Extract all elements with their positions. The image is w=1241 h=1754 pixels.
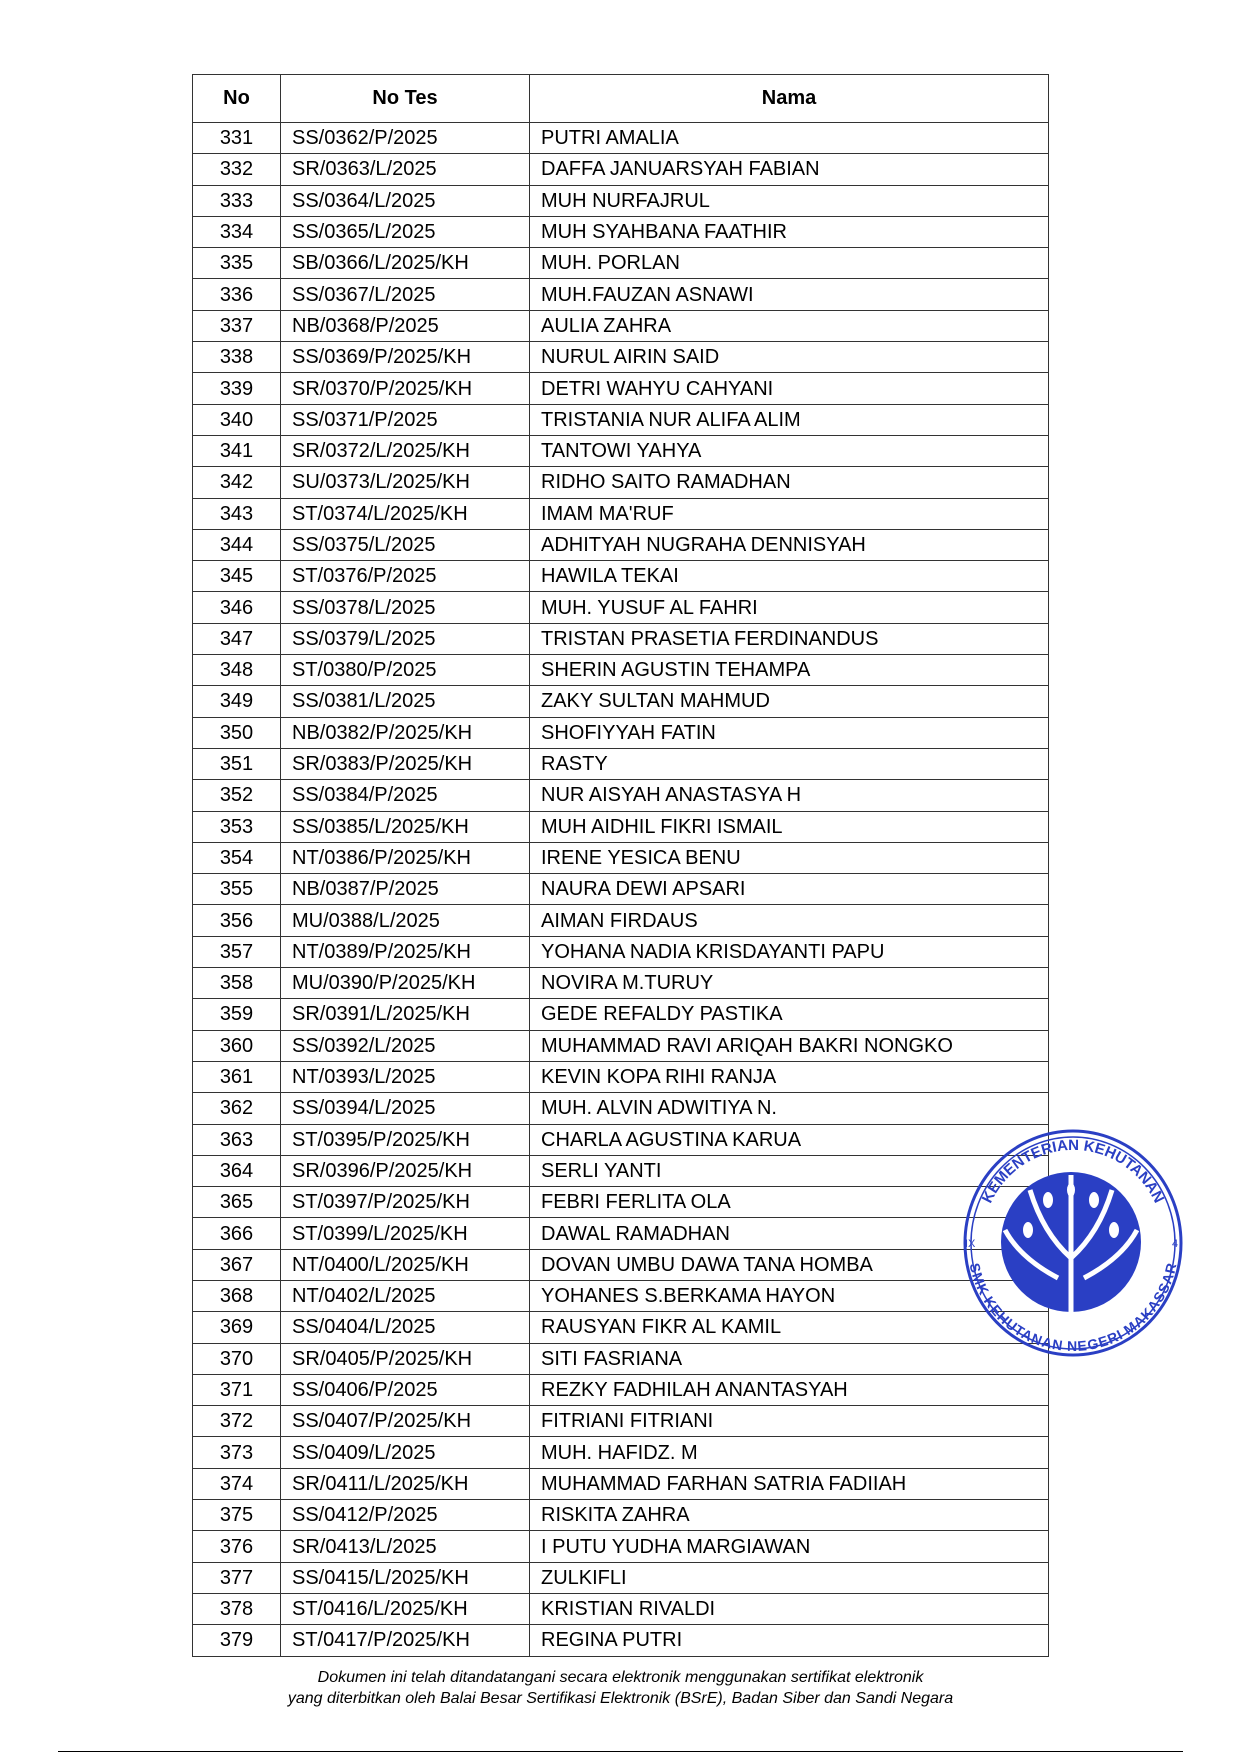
cell-no: 361 [193,1061,281,1092]
cell-nama: AIMAN FIRDAUS [530,905,1049,936]
table-row [193,1625,1049,1656]
cell-no-tes: SS/0378/L/2025 [281,592,530,623]
cell-no-tes: SR/0372/L/2025/KH [281,435,530,466]
cell-nama: REZKY FADHILAH ANANTASYAH [530,1374,1049,1405]
page-divider [58,1751,1183,1752]
table-row [193,1280,1049,1311]
table-row [193,1374,1049,1405]
table-row [193,1500,1049,1531]
cell-no: 366 [193,1218,281,1249]
header-nama: Nama [530,75,1049,123]
cell-no: 343 [193,498,281,529]
table-row [193,811,1049,842]
cell-no: 331 [193,123,281,154]
cell-no-tes: ST/0374/L/2025/KH [281,498,530,529]
table-row [193,968,1049,999]
table-header-row [193,75,1049,123]
cell-no-tes: SS/0392/L/2025 [281,1030,530,1061]
table-row [193,154,1049,185]
cell-nama: IRENE YESICA BENU [530,842,1049,873]
footer-line-2: yang diterbitkan oleh Balai Besar Sertifikasi Elektronik (BSrE), Badan Siber dan Sandi Negara [287,1690,954,1707]
table-row [193,1593,1049,1624]
cell-no-tes: SS/0362/P/2025 [281,123,530,154]
stamp-top-text: KEMENTERIAN KEHUTANAN [978,1136,1168,1206]
cell-nama: MUHAMMAD RAVI ARIQAH BAKRI NONGKO [530,1030,1049,1061]
cell-no: 357 [193,936,281,967]
cell-no: 377 [193,1562,281,1593]
cell-nama: REGINA PUTRI [530,1625,1049,1656]
cell-nama: MUH.FAUZAN ASNAWI [530,279,1049,310]
table-row [193,1155,1049,1186]
cell-no-tes: SR/0370/P/2025/KH [281,373,530,404]
cell-no-tes: SS/0409/L/2025 [281,1437,530,1468]
cell-no: 356 [193,905,281,936]
participant-table [192,74,1049,1657]
cell-no: 369 [193,1312,281,1343]
cell-no-tes: SS/0381/L/2025 [281,686,530,717]
table-row [193,936,1049,967]
cell-nama: MUHAMMAD FARHAN SATRIA FADIIAH [530,1468,1049,1499]
cell-no-tes: SR/0363/L/2025 [281,154,530,185]
table-row [193,1249,1049,1280]
footer-line-1: Dokumen ini telah ditandatangani secara elektronik menggunakan sertifikat elektronik [317,1669,924,1686]
table-row [193,717,1049,748]
cell-nama: YOHANA NADIA KRISDAYANTI PAPU [530,936,1049,967]
table-row [193,467,1049,498]
cell-nama: CHARLA AGUSTINA KARUA [530,1124,1049,1155]
cell-no: 336 [193,279,281,310]
cell-no: 345 [193,561,281,592]
table-row [193,842,1049,873]
cell-no: 334 [193,216,281,247]
cell-no-tes: SS/0412/P/2025 [281,1500,530,1531]
cell-nama: SERLI YANTI [530,1155,1049,1186]
cell-no: 350 [193,717,281,748]
header-no: No [193,75,281,123]
cell-no-tes: ST/0416/L/2025/KH [281,1593,530,1624]
cell-no-tes: SS/0406/P/2025 [281,1374,530,1405]
table-row [193,655,1049,686]
cell-no-tes: SS/0365/L/2025 [281,216,530,247]
table-row [193,185,1049,216]
cell-no-tes: ST/0395/P/2025/KH [281,1124,530,1155]
cell-no: 360 [193,1030,281,1061]
cell-nama: MUH. YUSUF AL FAHRI [530,592,1049,623]
cell-no: 342 [193,467,281,498]
cell-no: 358 [193,968,281,999]
table-row [193,373,1049,404]
cell-nama: NOVIRA M.TURUY [530,968,1049,999]
cell-nama: MUH NURFAJRUL [530,185,1049,216]
cell-no: 365 [193,1187,281,1218]
cell-no: 359 [193,999,281,1030]
cell-no: 373 [193,1437,281,1468]
cell-no-tes: NT/0389/P/2025/KH [281,936,530,967]
cell-no: 354 [193,842,281,873]
table-row [193,999,1049,1030]
cell-no-tes: MU/0390/P/2025/KH [281,968,530,999]
cell-no: 347 [193,623,281,654]
cell-no: 378 [193,1593,281,1624]
cell-no: 363 [193,1124,281,1155]
cell-no: 367 [193,1249,281,1280]
cell-no: 351 [193,748,281,779]
cell-no: 355 [193,874,281,905]
cell-no: 349 [193,686,281,717]
table-row [193,1030,1049,1061]
stamp-right-mark: 4 [1172,1238,1179,1250]
cell-nama: YOHANES S.BERKAMA HAYON [530,1280,1049,1311]
cell-no: 353 [193,811,281,842]
table-row [193,1531,1049,1562]
cell-no-tes: SR/0411/L/2025/KH [281,1468,530,1499]
cell-nama: SITI FASRIANA [530,1343,1049,1374]
cell-no-tes: SS/0394/L/2025 [281,1093,530,1124]
cell-no-tes: NT/0400/L/2025/KH [281,1249,530,1280]
table-row [193,498,1049,529]
cell-nama: IMAM MA'RUF [530,498,1049,529]
cell-nama: KEVIN KOPA RIHI RANJA [530,1061,1049,1092]
table-row [193,1562,1049,1593]
cell-nama: AULIA ZAHRA [530,310,1049,341]
cell-nama: HAWILA TEKAI [530,561,1049,592]
table-row [193,780,1049,811]
cell-nama: SHERIN AGUSTIN TEHAMPA [530,655,1049,686]
cell-no-tes: SS/0415/L/2025/KH [281,1562,530,1593]
cell-no: 372 [193,1406,281,1437]
cell-no-tes: NB/0382/P/2025/KH [281,717,530,748]
cell-no: 337 [193,310,281,341]
cell-nama: RIDHO SAITO RAMADHAN [530,467,1049,498]
cell-no-tes: SR/0413/L/2025 [281,1531,530,1562]
cell-no: 352 [193,780,281,811]
cell-no-tes: SS/0385/L/2025/KH [281,811,530,842]
table-row [193,123,1049,154]
cell-nama: TANTOWI YAHYA [530,435,1049,466]
stamp-left-mark: IX [965,1238,976,1250]
cell-nama: ZULKIFLI [530,1562,1049,1593]
cell-nama: DOVAN UMBU DAWA TANA HOMBA [530,1249,1049,1280]
cell-no: 362 [193,1093,281,1124]
cell-nama: DAWAL RAMADHAN [530,1218,1049,1249]
cell-nama: ZAKY SULTAN MAHMUD [530,686,1049,717]
cell-no-tes: SB/0366/L/2025/KH [281,248,530,279]
cell-no-tes: SS/0379/L/2025 [281,623,530,654]
cell-no: 339 [193,373,281,404]
table-row [193,1061,1049,1092]
cell-no: 346 [193,592,281,623]
table-row [193,1343,1049,1374]
table-row [193,874,1049,905]
cell-no-tes: SR/0405/P/2025/KH [281,1343,530,1374]
stamp-bottom-text: SMK KEHUTANAN NEGERI MAKASSAR [966,1261,1180,1355]
cell-no-tes: NB/0387/P/2025 [281,874,530,905]
cell-nama: FEBRI FERLITA OLA [530,1187,1049,1218]
cell-no-tes: SS/0375/L/2025 [281,529,530,560]
cell-no: 371 [193,1374,281,1405]
cell-no-tes: SS/0407/P/2025/KH [281,1406,530,1437]
cell-nama: RASTY [530,748,1049,779]
table-row [193,435,1049,466]
cell-no: 370 [193,1343,281,1374]
table-row [193,1187,1049,1218]
table-row [193,1312,1049,1343]
school-stamp [958,1128,1188,1358]
cell-nama: KRISTIAN RIVALDI [530,1593,1049,1624]
table-row [193,529,1049,560]
cell-no-tes: NT/0402/L/2025 [281,1280,530,1311]
cell-nama: MUH. PORLAN [530,248,1049,279]
cell-no-tes: ST/0380/P/2025 [281,655,530,686]
table-row [193,279,1049,310]
cell-nama: NUR AISYAH ANASTASYA H [530,780,1049,811]
cell-nama: MUH. ALVIN ADWITIYA N. [530,1093,1049,1124]
cell-no-tes: SR/0383/P/2025/KH [281,748,530,779]
cell-no: 364 [193,1155,281,1186]
cell-no: 348 [193,655,281,686]
cell-no: 376 [193,1531,281,1562]
table-row [193,592,1049,623]
table-row [193,342,1049,373]
cell-no-tes: ST/0399/L/2025/KH [281,1218,530,1249]
cell-no-tes: MU/0388/L/2025 [281,905,530,936]
table-row [193,404,1049,435]
cell-no-tes: NT/0386/P/2025/KH [281,842,530,873]
cell-no-tes: SS/0367/L/2025 [281,279,530,310]
e-signature-note [0,1667,1241,1709]
cell-no-tes: SS/0384/P/2025 [281,780,530,811]
table-row [193,310,1049,341]
cell-no-tes: SS/0369/P/2025/KH [281,342,530,373]
cell-no: 341 [193,435,281,466]
table-body [193,123,1049,1657]
cell-no-tes: SR/0396/P/2025/KH [281,1155,530,1186]
cell-nama: NURUL AIRIN SAID [530,342,1049,373]
cell-nama: NAURA DEWI APSARI [530,874,1049,905]
cell-nama: ADHITYAH NUGRAHA DENNISYAH [530,529,1049,560]
cell-no: 344 [193,529,281,560]
header-no-tes: No Tes [281,75,530,123]
table-row [193,1218,1049,1249]
cell-no-tes: SR/0391/L/2025/KH [281,999,530,1030]
cell-nama: TRISTANIA NUR ALIFA ALIM [530,404,1049,435]
cell-no: 368 [193,1280,281,1311]
table-row [193,623,1049,654]
cell-no-tes: SS/0404/L/2025 [281,1312,530,1343]
cell-nama: DAFFA JANUARSYAH FABIAN [530,154,1049,185]
table-row [193,1124,1049,1155]
cell-nama: PUTRI AMALIA [530,123,1049,154]
table-row [193,686,1049,717]
cell-no-tes: SS/0364/L/2025 [281,185,530,216]
table-row [193,216,1049,247]
cell-no-tes: SS/0371/P/2025 [281,404,530,435]
cell-no: 374 [193,1468,281,1499]
cell-nama: FITRIANI FITRIANI [530,1406,1049,1437]
cell-nama: MUH SYAHBANA FAATHIR [530,216,1049,247]
table-row [193,905,1049,936]
cell-nama: MUH. HAFIDZ. M [530,1437,1049,1468]
cell-no-tes: SU/0373/L/2025/KH [281,467,530,498]
table-row [193,748,1049,779]
cell-no-tes: ST/0376/P/2025 [281,561,530,592]
cell-no: 338 [193,342,281,373]
cell-nama: DETRI WAHYU CAHYANI [530,373,1049,404]
cell-nama: RISKITA ZAHRA [530,1500,1049,1531]
table-row [193,1406,1049,1437]
cell-nama: SHOFIYYAH FATIN [530,717,1049,748]
table-row [193,1093,1049,1124]
table-row [193,1468,1049,1499]
cell-nama: I PUTU YUDHA MARGIAWAN [530,1531,1049,1562]
cell-no-tes: ST/0397/P/2025/KH [281,1187,530,1218]
cell-no: 332 [193,154,281,185]
cell-nama: MUH AIDHIL FIKRI ISMAIL [530,811,1049,842]
cell-no: 375 [193,1500,281,1531]
cell-no-tes: NT/0393/L/2025 [281,1061,530,1092]
table-row [193,561,1049,592]
cell-no: 333 [193,185,281,216]
cell-no: 379 [193,1625,281,1656]
cell-no-tes: NB/0368/P/2025 [281,310,530,341]
cell-no: 340 [193,404,281,435]
cell-nama: TRISTAN PRASETIA FERDINANDUS [530,623,1049,654]
cell-no-tes: ST/0417/P/2025/KH [281,1625,530,1656]
cell-no: 335 [193,248,281,279]
cell-nama: RAUSYAN FIKR AL KAMIL [530,1312,1049,1343]
cell-nama: GEDE REFALDY PASTIKA [530,999,1049,1030]
table-row [193,1437,1049,1468]
table-row [193,248,1049,279]
